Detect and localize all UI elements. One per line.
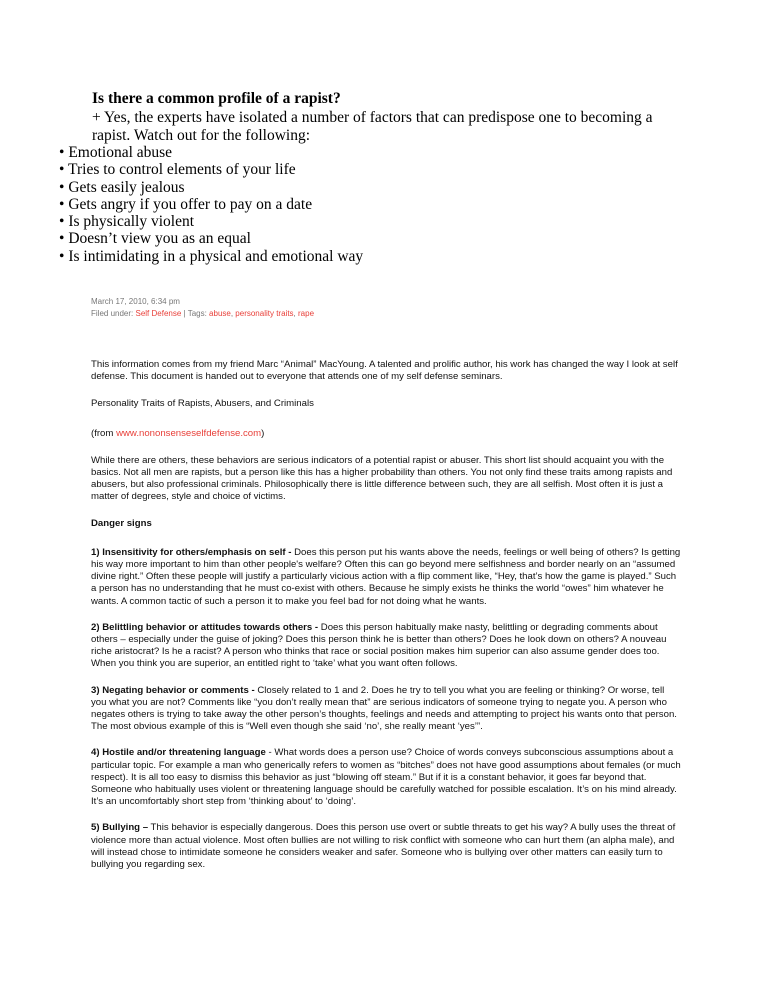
- sign-paragraph: 5) Bullying – This behavior is especially dangerous. Does this person use overt or subtle threats to get his way? A bully uses the threat of violence more than actual violence. Most often bullies are not willing to risk conflict with someone who can hurt them (an alpha male), and will instead chose to intimidate someone he considers weaker and safer. Someone who is bullying over other matters can easily turn to bullying you regarding sex.: [91, 822, 676, 871]
- post-date: March 17, 2010, 6:34 pm: [91, 297, 180, 306]
- post-meta: [91, 296, 314, 320]
- list-item: • Is physically violent: [59, 213, 195, 231]
- danger-signs-heading: Danger signs: [91, 517, 152, 529]
- lead-paragraph: While there are others, these behaviors are serious indicators of a potential rapist or abuser. This short list should acquaint you with the basics. Not all men are rapists, but a person like this has a higher probability than others. You not only find these traits among rapists and abusers, but also professional criminals. Philosophically there is little difference between such, they are all selfish. Most often it is just a matter of degrees, style and choice of victims.: [91, 454, 673, 503]
- question-heading: Is there a common profile of a rapist?: [92, 90, 341, 107]
- sign-paragraph: 3) Negating behavior or comments - Closely related to 1 and 2. Does he try to tell you what you are feeling or thinking? Or worse, tell you what you are not? Comments like “you don’t really mean that” are serious indicators of someone trying to negate you. A person who negates others is trying to take away the other person’s thoughts, feelings and needs and attempting to project his wants onto that person. The most obvious example of this is “Well even though she said ‘no’, she really meant ‘yes’”.: [91, 684, 677, 733]
- list-item: • Gets angry if you offer to pay on a date: [59, 195, 313, 213]
- bullet-glyph: •: [59, 161, 65, 179]
- sign-title: 4) Hostile and/or threatening language: [91, 747, 266, 759]
- filed-under-label: Filed under:: [91, 309, 134, 318]
- tag-link-personality-traits[interactable]: personality traits: [235, 309, 294, 318]
- sign-paragraph: 1) Insensitivity for others/emphasis on self - Does this person put his wants above the needs, feelings or well being of others? Is getting his way more important to him than other people's welfare? Often this can go beyond mere selfishness and border nearly on an “assumed divine right.” Often these people will justify a particularly vicious action with a flip comment like, “Hey, that’s how the game is played.” Such a person has no understanding that he must co-exist with others. Because he simply exists he thinks the world “owes” him whatever he wants. A common tactic of such a person it to make you feel bad for not doing what he wants.: [91, 546, 681, 607]
- category-link[interactable]: Self Defense: [135, 309, 182, 318]
- sign-title: 1) Insensitivity for others/emphasis on self -: [91, 546, 292, 558]
- list-item: • Gets easily jealous: [59, 178, 185, 196]
- source-link[interactable]: www.nononsenseselfdefense.com: [116, 427, 262, 439]
- article-body: [91, 359, 681, 871]
- answer-text: + Yes, the experts have isolated a number of factors that can predispose one to becoming a rapist. Watch out for the following:: [92, 109, 653, 144]
- warning-list: [59, 144, 363, 265]
- bullet-glyph: •: [59, 195, 65, 213]
- article-subtitle: Personality Traits of Rapists, Abusers, and Criminals: [91, 398, 314, 410]
- tag-link-rape[interactable]: rape: [298, 309, 315, 318]
- list-item: • Doesn’t view you as an equal: [59, 230, 251, 248]
- bullet-glyph: •: [59, 144, 65, 161]
- intro-paragraph: This information comes from my friend Marc “Animal” MacYoung. A talented and prolific author, his work has changed the way I look at self defense. This document is handed out to everyone that attends one of my self defense seminars.: [91, 359, 678, 383]
- sign-title: 3) Negating behavior or comments -: [91, 684, 255, 696]
- bullet-glyph: •: [59, 247, 65, 265]
- list-item: • Tries to control elements of your life: [59, 161, 296, 179]
- sign-paragraph: 4) Hostile and/or threatening language - What words does a person use? Choice of words conveys subconscious assumptions about a particular topic. For example a man who generically refers to women as “bitches” does not have good assumptions about females (or much respect). It is all too easy to dismiss this behavior as just “blowing off steam.” But if it is a constant behavior, it goes far beyond that. Someone who habitually uses violent or threatening language should be carefully watched for possible escalation. It’s on his mind already. It’s an uncomfortably short step from ‘thinking about’ to ‘doing’.: [91, 747, 681, 808]
- sign-paragraph: 2) Belittling behavior or attitudes towards others - Does this person habitually make nasty, belittling or degrading comments about others – especially under the guise of joking? Does this person think he is better than others? Does he look down on others? A nouveau riche aristocrat? Is he a racist? A person who thinks that race or social position makes him superior can also assume gender does too. When you think you are superior, an entitled right to ‘take’ what you want often follows.: [91, 621, 667, 670]
- post-categories: Filed under: Self Defense | Tags: abuse, personality traits, rape: [91, 309, 315, 318]
- bullet-glyph: •: [59, 230, 65, 248]
- bullet-glyph: •: [59, 213, 65, 231]
- bullet-glyph: •: [59, 178, 65, 196]
- sign-title: 2) Belittling behavior or attitudes towards others -: [91, 621, 319, 633]
- tag-link-abuse[interactable]: abuse: [209, 309, 231, 318]
- list-item: • Is intimidating in a physical and emotional way: [59, 247, 364, 265]
- source-line: (from www.nononsenseselfdefense.com): [91, 427, 265, 439]
- tags-label: | Tags:: [183, 309, 207, 318]
- sign-title: 5) Bullying –: [91, 822, 149, 834]
- list-item: • Emotional abuse: [59, 144, 173, 161]
